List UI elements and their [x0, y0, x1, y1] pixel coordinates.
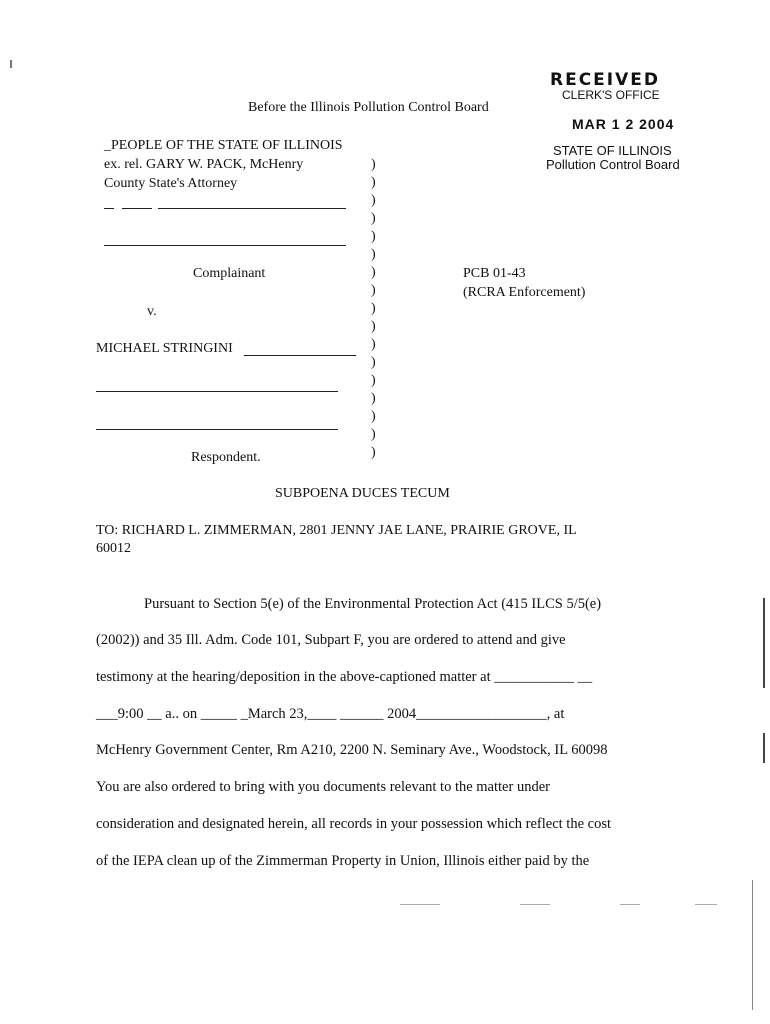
scan-artifact — [10, 60, 12, 68]
document-title: SUBPOENA DUCES TECUM — [275, 486, 450, 501]
scan-artifact — [695, 904, 717, 905]
body-line-7: consideration and designated herein, all records in your possession which reflect the cost — [96, 816, 611, 832]
body-line-5: McHenry Government Center, Rm A210, 2200 N. Seminary Ave., Woodstock, IL 60098 — [96, 742, 608, 758]
body-line-3: testimony at the hearing/deposition in the above-captioned matter at ___________ __ — [96, 669, 593, 685]
body-line-8: of the IEPA clean up of the Zimmerman Property in Union, Illinois either paid by the — [96, 853, 590, 869]
scan-artifact — [763, 598, 765, 688]
versus-label: v. — [147, 304, 157, 319]
blank-rule — [104, 245, 346, 246]
stamp-board: Pollution Control Board — [546, 157, 680, 172]
scan-artifact — [520, 904, 550, 905]
complainant-label: Complainant — [193, 266, 266, 281]
blank-rule — [96, 391, 338, 392]
stamp-state: STATE OF ILLINOIS — [553, 143, 672, 158]
plaintiff-line-2: ex. rel. GARY W. PACK, McHenry — [104, 157, 304, 172]
blank-rule — [244, 355, 356, 356]
board-header: Before the Illinois Pollution Control Board — [248, 100, 489, 115]
respondent-label: Respondent. — [191, 450, 261, 465]
addressee-line-2: 60012 — [96, 541, 131, 556]
case-number: PCB 01-43 — [463, 266, 526, 281]
scan-artifact — [620, 904, 640, 905]
case-type: (RCRA Enforcement) — [463, 285, 586, 300]
plaintiff-line-1: _PEOPLE OF THE STATE OF ILLINOIS — [104, 138, 343, 153]
defendant-name: MICHAEL STRINGINI — [96, 341, 233, 356]
scan-artifact — [752, 880, 753, 1010]
addressee-line-1: TO: RICHARD L. ZIMMERMAN, 2801 JENNY JAE LANE, PRAIRIE GROVE, IL — [96, 523, 577, 538]
caption-parentheses: ) ) ) ) ) ) ) ) ) ) ) ) ) ) ) ) ) — [371, 157, 376, 460]
body-line-6: You are also ordered to bring with you documents relevant to the matter under — [96, 779, 550, 795]
blank-rule — [122, 208, 152, 209]
body-line-1: Pursuant to Section 5(e) of the Environmental Protection Act (415 ILCS 5/5(e) — [144, 596, 602, 612]
blank-rule — [158, 208, 346, 209]
blank-rule — [96, 429, 338, 430]
stamp-date: MAR 1 2 2004 — [572, 116, 675, 132]
blank-rule — [104, 208, 114, 209]
scan-artifact — [400, 904, 440, 905]
body-line-2: (2002)) and 35 Ill. Adm. Code 101, Subpart F, you are ordered to attend and give — [96, 632, 566, 648]
body-line-4: ___9:00 __ a.. on _____ _March 23,____ ______ 2004__________________, at — [96, 706, 565, 722]
stamp-received: RECEIVED — [550, 70, 660, 90]
scan-artifact — [763, 733, 765, 763]
stamp-clerks-office: CLERK'S OFFICE — [562, 88, 660, 102]
plaintiff-line-3: County State's Attorney — [104, 176, 238, 191]
